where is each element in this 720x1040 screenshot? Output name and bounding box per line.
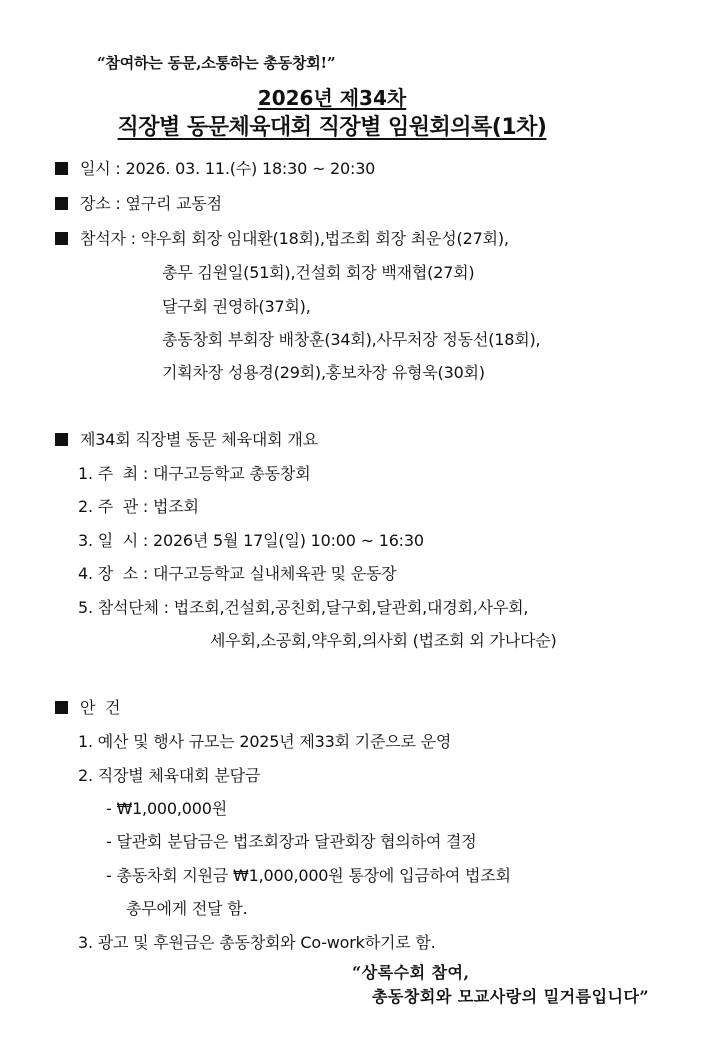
closing-line-1: “상록수회 참여,	[352, 963, 470, 982]
square-bullet-icon	[55, 701, 68, 714]
agenda-heading: 안 건	[80, 698, 121, 717]
attendees-line-3: 달구회 권영하(37회),	[162, 297, 311, 316]
document-title: 직장별 동문체육대회 직장별 임원회의록(1차)	[117, 115, 547, 140]
agenda-sub-support: - 총동차회 지원금 ₩1,000,000원 통장에 입금하여 법조회	[106, 866, 511, 885]
square-bullet-icon	[55, 197, 68, 210]
agenda-sub-dalgwan: - 달관회 분담금은 법조회장과 달관회장 협의하여 결정	[106, 832, 477, 851]
agenda-item-budget: 1. 예산 및 행사 규모는 2025년 제33회 기준으로 운영	[78, 732, 452, 751]
attendees-line-2: 총무 김원일(51회),건설회 회장 백재협(27회)	[162, 263, 475, 282]
info-date-row	[55, 156, 375, 179]
attendees-text: 참석자 : 약우회 회장 임대환(18회),법조회 회장 최운성(27회),	[80, 229, 509, 248]
square-bullet-icon	[55, 232, 68, 245]
agenda-sub-support-cont: 총무에게 전달 함.	[126, 899, 248, 918]
overview-item-participants-cont: 세우회,소공회,약우회,의사회 (법조회 외 가나다순)	[210, 631, 557, 650]
title-line-1: 2026년 제34차	[257, 86, 407, 110]
square-bullet-icon	[55, 162, 68, 175]
closing-line-2: 총동창회와 모교사랑의 밀거름입니다”	[372, 987, 650, 1006]
agenda-sub-amount: - ₩1,000,000원	[106, 799, 227, 818]
overview-item-organizer: 2. 주 관 : 법조회	[78, 497, 199, 516]
attendees-line-4: 총동창회 부회장 배창훈(34회),사무처장 정동선(18회),	[162, 330, 541, 349]
overview-item-datetime: 3. 일 시 : 2026년 5월 17일(일) 10:00 ~ 16:30	[78, 531, 424, 550]
info-place-row	[55, 191, 222, 214]
overview-item-venue: 4. 장 소 : 대구고등학교 실내체육관 및 운동장	[78, 564, 397, 583]
attendees-line-5: 기획차장 성용경(29회),홍보차장 유형욱(30회)	[162, 363, 485, 382]
info-attendees-row	[55, 226, 509, 249]
agenda-item-contribution: 2. 직장별 체육대회 분담금	[78, 766, 261, 785]
date-text: 일시 : 2026. 03. 11.(수) 18:30 ~ 20:30	[80, 159, 376, 178]
overview-item-participants: 5. 참석단체 : 법조회,건설회,공친회,달구회,달관회,대경회,사우회,	[78, 598, 529, 617]
slogan: “참여하는 동문,소통하는 총동창회!”	[97, 54, 336, 72]
agenda-heading-row	[55, 695, 120, 718]
square-bullet-icon	[55, 433, 68, 446]
overview-heading-row	[55, 427, 318, 450]
overview-heading: 제34회 직장별 동문 체육대회 개요	[80, 430, 318, 449]
place-text: 장소 : 옆구리 교동점	[80, 194, 222, 213]
overview-item-host: 1. 주 최 : 대구고등학교 총동창회	[78, 464, 311, 483]
agenda-item-sponsorship: 3. 광고 및 후원금은 총동창회와 Co-work하기로 함.	[78, 933, 436, 952]
